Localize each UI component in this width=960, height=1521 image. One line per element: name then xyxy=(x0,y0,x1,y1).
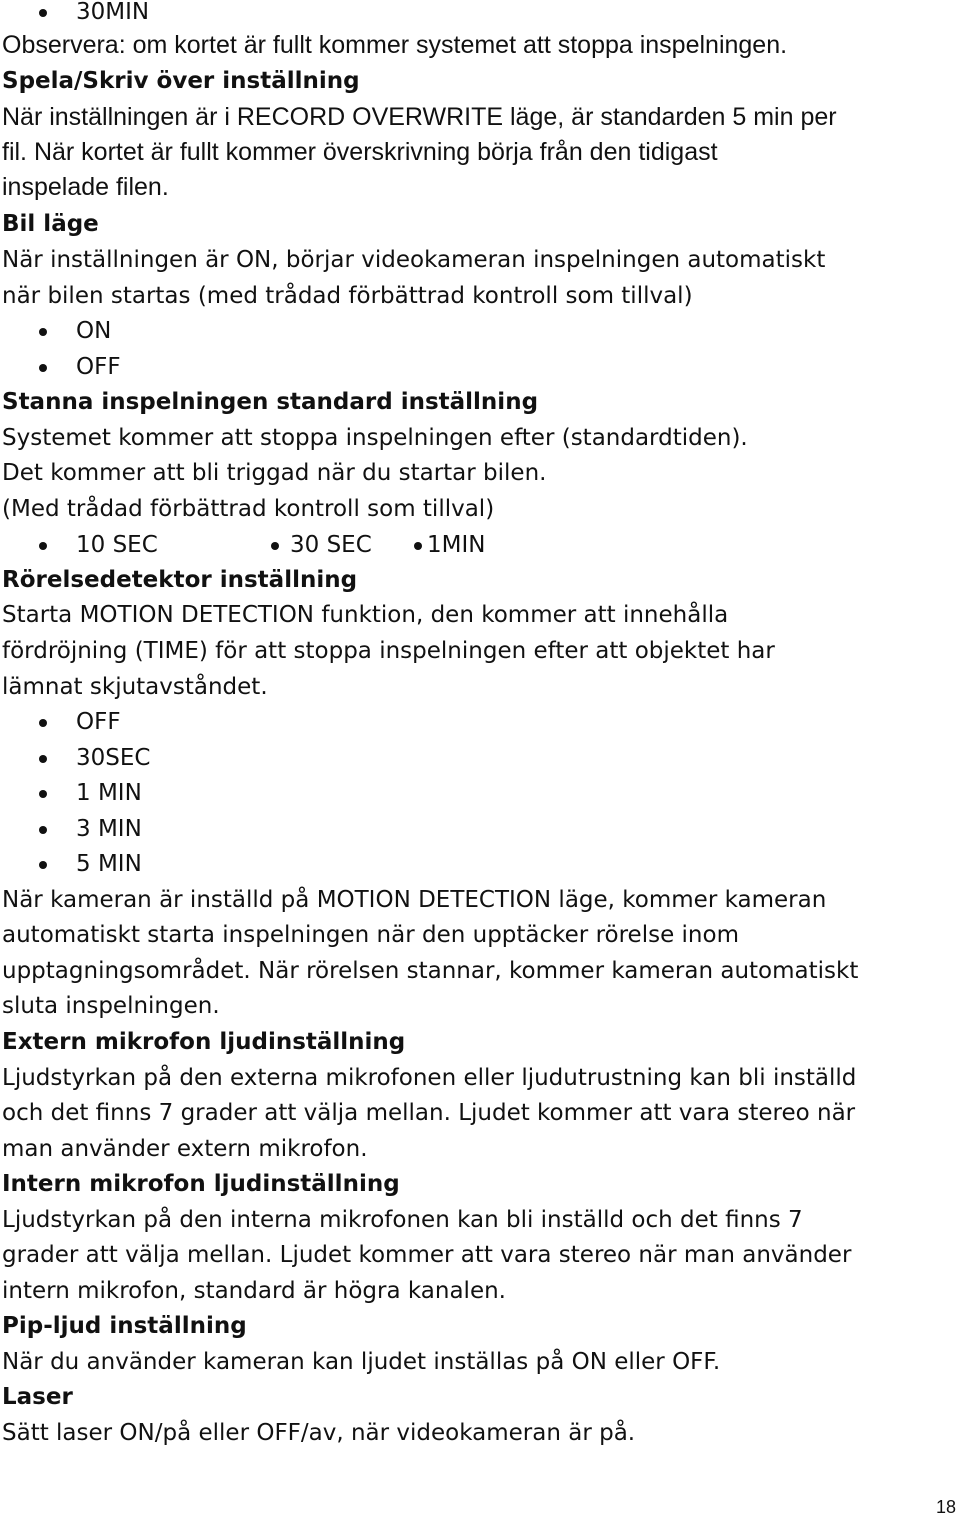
paragraph-line: När du använder kameran kan ljudet inställas på ON eller OFF. xyxy=(2,1349,721,1375)
paragraph-line: Ljudstyrkan på den externa mikrofonen eller ljudutrustning kan bli inställd xyxy=(2,1065,857,1091)
paragraph-line: man använder extern mikrofon. xyxy=(2,1136,368,1162)
section-heading: Extern mikrofon ljudinställning xyxy=(2,1029,406,1055)
paragraph-line: När kameran är inställd på MOTION DETECTION läge, kommer kameran xyxy=(2,887,827,913)
paragraph-line: lämnat skjutavståndet. xyxy=(2,674,268,700)
list-item-text: 30MIN xyxy=(76,0,150,25)
paragraph-line: Sätt laser ON/på eller OFF/av, när videokameran är på. xyxy=(2,1420,636,1446)
paragraph-line: När inställningen är ON, börjar videokameran inspelningen automatiskt xyxy=(2,247,826,273)
list-item-text: 30 SEC xyxy=(290,532,372,558)
list-item-text: 1 MIN xyxy=(76,780,142,806)
note-text: Observera: om kortet är fullt kommer systemet att stoppa inspelningen. xyxy=(2,31,788,59)
paragraph-line: automatiskt starta inspelningen när den upptäcker rörelse inom xyxy=(2,922,739,948)
bullet-icon xyxy=(39,826,47,834)
section-heading: Intern mikrofon ljudinställning xyxy=(2,1171,400,1197)
list-item-text: 3 MIN xyxy=(76,816,142,842)
paragraph-line: när bilen startas (med trådad förbättrad kontroll som tillval) xyxy=(2,283,693,309)
paragraph-line: inspelade filen. xyxy=(2,173,169,201)
list-item-text: OFF xyxy=(76,709,121,735)
list-item-text: 5 MIN xyxy=(76,851,142,877)
section-heading: Bil läge xyxy=(2,211,99,237)
section-heading: Spela/Skriv över inställning xyxy=(2,68,360,94)
paragraph-line: sluta inspelningen. xyxy=(2,993,220,1019)
bullet-icon xyxy=(39,861,47,869)
paragraph-line: fördröjning (TIME) för att stoppa inspelningen efter att objektet har xyxy=(2,638,775,664)
bullet-icon xyxy=(39,328,47,336)
list-item-text: 10 SEC xyxy=(76,532,158,558)
paragraph-line: intern mikrofon, standard är högra kanalen. xyxy=(2,1278,506,1304)
bullet-icon xyxy=(39,790,47,798)
paragraph-line: Det kommer att bli triggad när du startar bilen. xyxy=(2,460,547,486)
page-number: 18 xyxy=(935,1497,956,1517)
paragraph-line: Ljudstyrkan på den interna mikrofonen kan bli inställd och det finns 7 xyxy=(2,1207,803,1233)
paragraph-line: När inställningen är i RECORD OVERWRITE läge, är standarden 5 min per xyxy=(2,103,837,131)
list-item-text: 1MIN xyxy=(427,532,486,558)
paragraph-line: grader att välja mellan. Ljudet kommer att vara stereo när man använder xyxy=(2,1242,852,1268)
bullet-icon xyxy=(39,364,47,372)
paragraph-line: fil. När kortet är fullt kommer överskrivning börja från den tidigast xyxy=(2,138,718,166)
section-heading: Rörelsedetektor inställning xyxy=(2,567,358,593)
paragraph-line: upptagningsområdet. När rörelsen stannar, kommer kameran automatiskt xyxy=(2,958,859,984)
paragraph-line: (Med trådad förbättrad kontroll som tillval) xyxy=(2,496,495,522)
bullet-icon xyxy=(39,755,47,763)
paragraph-line: Systemet kommer att stoppa inspelningen efter (standardtiden). xyxy=(2,425,748,451)
section-heading: Stanna inspelningen standard inställning xyxy=(2,389,539,415)
bullet-icon xyxy=(414,542,422,550)
bullet-icon xyxy=(271,542,279,550)
section-heading: Laser xyxy=(2,1384,73,1410)
section-heading: Pip-ljud inställning xyxy=(2,1313,247,1339)
paragraph-line: och det finns 7 grader att välja mellan. Ljudet kommer att vara stereo när xyxy=(2,1100,856,1126)
bullet-icon xyxy=(39,542,47,550)
list-item-text: 30SEC xyxy=(76,745,151,771)
paragraph-line: Starta MOTION DETECTION funktion, den kommer att innehålla xyxy=(2,602,729,628)
bullet-icon xyxy=(39,719,47,727)
list-item-text: OFF xyxy=(76,354,121,380)
bullet-icon xyxy=(39,9,47,17)
list-item-text: ON xyxy=(76,318,112,344)
